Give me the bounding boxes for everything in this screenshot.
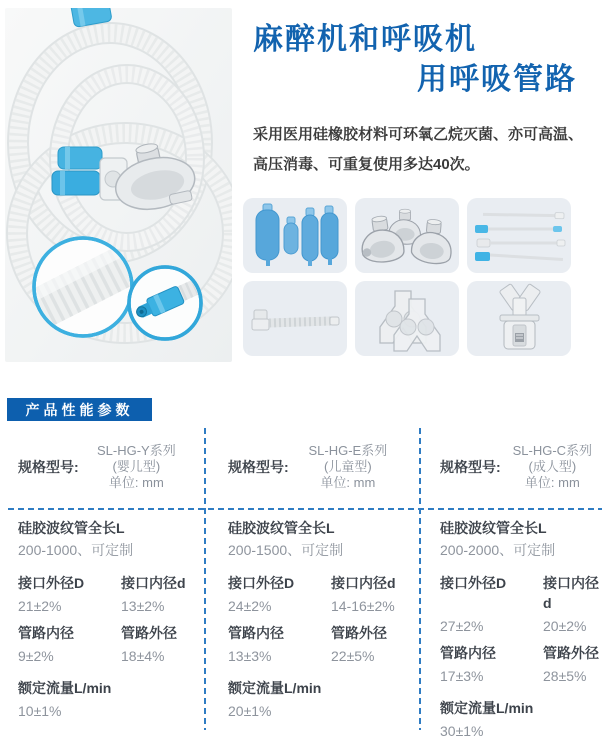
hero-breathing-circuit-photo <box>5 8 232 362</box>
tube-inner-value: 13±3% <box>228 648 272 664</box>
section-title: 产品性能参数 <box>25 401 134 418</box>
series-name: SL-HG-Y系列 <box>96 442 176 458</box>
tube-outer-label: 管路外径 <box>543 645 599 661</box>
flow-value: 30±1% <box>440 723 484 738</box>
tube-inner-label: 管路内径 <box>440 645 496 661</box>
series-name: SL-HG-E系列 <box>308 442 388 458</box>
series-variant: (成人型) <box>528 458 577 474</box>
thumb-suction-tubes <box>467 198 571 273</box>
product-description <box>253 120 593 180</box>
tube-inner-value: 17±3% <box>440 668 484 684</box>
inner-diameter-value: 14-16±2% <box>331 598 395 614</box>
spec-column-adult <box>419 425 610 738</box>
tube-inner-value: 9±2% <box>18 648 54 664</box>
tube-inner-label: 管路内径 <box>18 625 74 641</box>
outer-diameter-value: 21±2% <box>18 598 62 614</box>
tube-outer-value: 22±5% <box>331 648 375 664</box>
thumb-breathing-bags <box>243 198 347 273</box>
inner-diameter-value: 20±2% <box>543 618 587 634</box>
spec-column-header <box>228 425 407 508</box>
series-info <box>79 443 194 491</box>
tube-outer-value: 18±4% <box>121 648 165 664</box>
inner-diameter-label: 接口内径d <box>543 575 599 611</box>
series-info <box>501 443 604 491</box>
flow-label: 额定流量L/min <box>228 680 322 696</box>
model-label: 规格型号: <box>440 458 501 475</box>
flow-value: 20±1% <box>228 703 272 719</box>
spec-table <box>0 425 610 738</box>
full-length-label: 硅胶波纹管全长L <box>440 520 547 536</box>
model-label: 规格型号: <box>228 458 289 475</box>
product-description-line1: 采用医用硅橡胶材料可环氧乙烷灭菌、亦可高温、 <box>253 126 584 143</box>
full-length-value: 200-1000、可定制 <box>18 542 134 558</box>
spec-column-infant <box>0 425 204 738</box>
thumb-corrugated-elbow-tube <box>243 281 347 356</box>
series-unit: 单位: mm <box>108 474 164 490</box>
tube-outer-value: 28±5% <box>543 668 587 684</box>
flow-value: 10±1% <box>18 703 62 719</box>
series-info <box>289 443 407 491</box>
series-variant: (儿童型) <box>324 458 372 474</box>
thumb-anesthesia-masks <box>355 198 459 273</box>
page-title-line1: 麻醉机和呼吸机 <box>253 23 477 56</box>
spec-column-child <box>204 425 419 738</box>
tube-inner-label: 管路内径 <box>228 625 284 641</box>
thumb-water-trap <box>467 281 571 356</box>
y-connectors-image <box>355 281 459 356</box>
series-unit: 单位: mm <box>320 474 376 490</box>
outer-diameter-label: 接口外径D <box>18 575 85 591</box>
series-unit: 单位: mm <box>524 474 580 490</box>
flow-label: 额定流量L/min <box>440 700 534 716</box>
full-length-value: 200-2000、可定制 <box>440 542 556 558</box>
tube-outer-label: 管路外径 <box>331 625 387 641</box>
outer-diameter-value: 24±2% <box>228 598 272 614</box>
product-description-line2: 高压消毒、可重复使用多达40次。 <box>253 156 480 173</box>
breathing-circuit-photo-icon <box>5 8 232 362</box>
anesthesia-masks-image <box>355 198 459 273</box>
corrugated-elbow-tube-image <box>243 281 347 356</box>
inner-diameter-value: 13±2% <box>121 598 165 614</box>
inner-diameter-label: 接口内径d <box>331 575 396 591</box>
product-gallery <box>243 198 571 356</box>
series-variant: (婴儿型) <box>112 458 161 474</box>
page-title <box>253 20 577 100</box>
section-title-badge <box>7 398 152 421</box>
page-title-line2: 用呼吸管路 <box>417 63 577 96</box>
thumb-y-connectors <box>355 281 459 356</box>
full-length-label: 硅胶波纹管全长L <box>228 520 335 536</box>
model-label: 规格型号: <box>18 458 79 475</box>
outer-diameter-value: 27±2% <box>440 618 484 634</box>
breathing-bags-image <box>243 198 347 273</box>
outer-diameter-label: 接口外径D <box>440 575 507 591</box>
series-name: SL-HG-C系列 <box>512 442 593 458</box>
full-length-label: 硅胶波纹管全长L <box>18 520 125 536</box>
spec-column-header <box>18 425 194 508</box>
suction-tubes-image <box>467 198 571 273</box>
inner-diameter-label: 接口内径d <box>121 575 186 591</box>
full-length-value: 200-1500、可定制 <box>228 542 344 558</box>
water-trap-image <box>467 281 571 356</box>
spec-column-header <box>440 425 604 508</box>
flow-label: 额定流量L/min <box>18 680 112 696</box>
tube-outer-label: 管路外径 <box>121 625 177 641</box>
outer-diameter-label: 接口外径D <box>228 575 295 591</box>
